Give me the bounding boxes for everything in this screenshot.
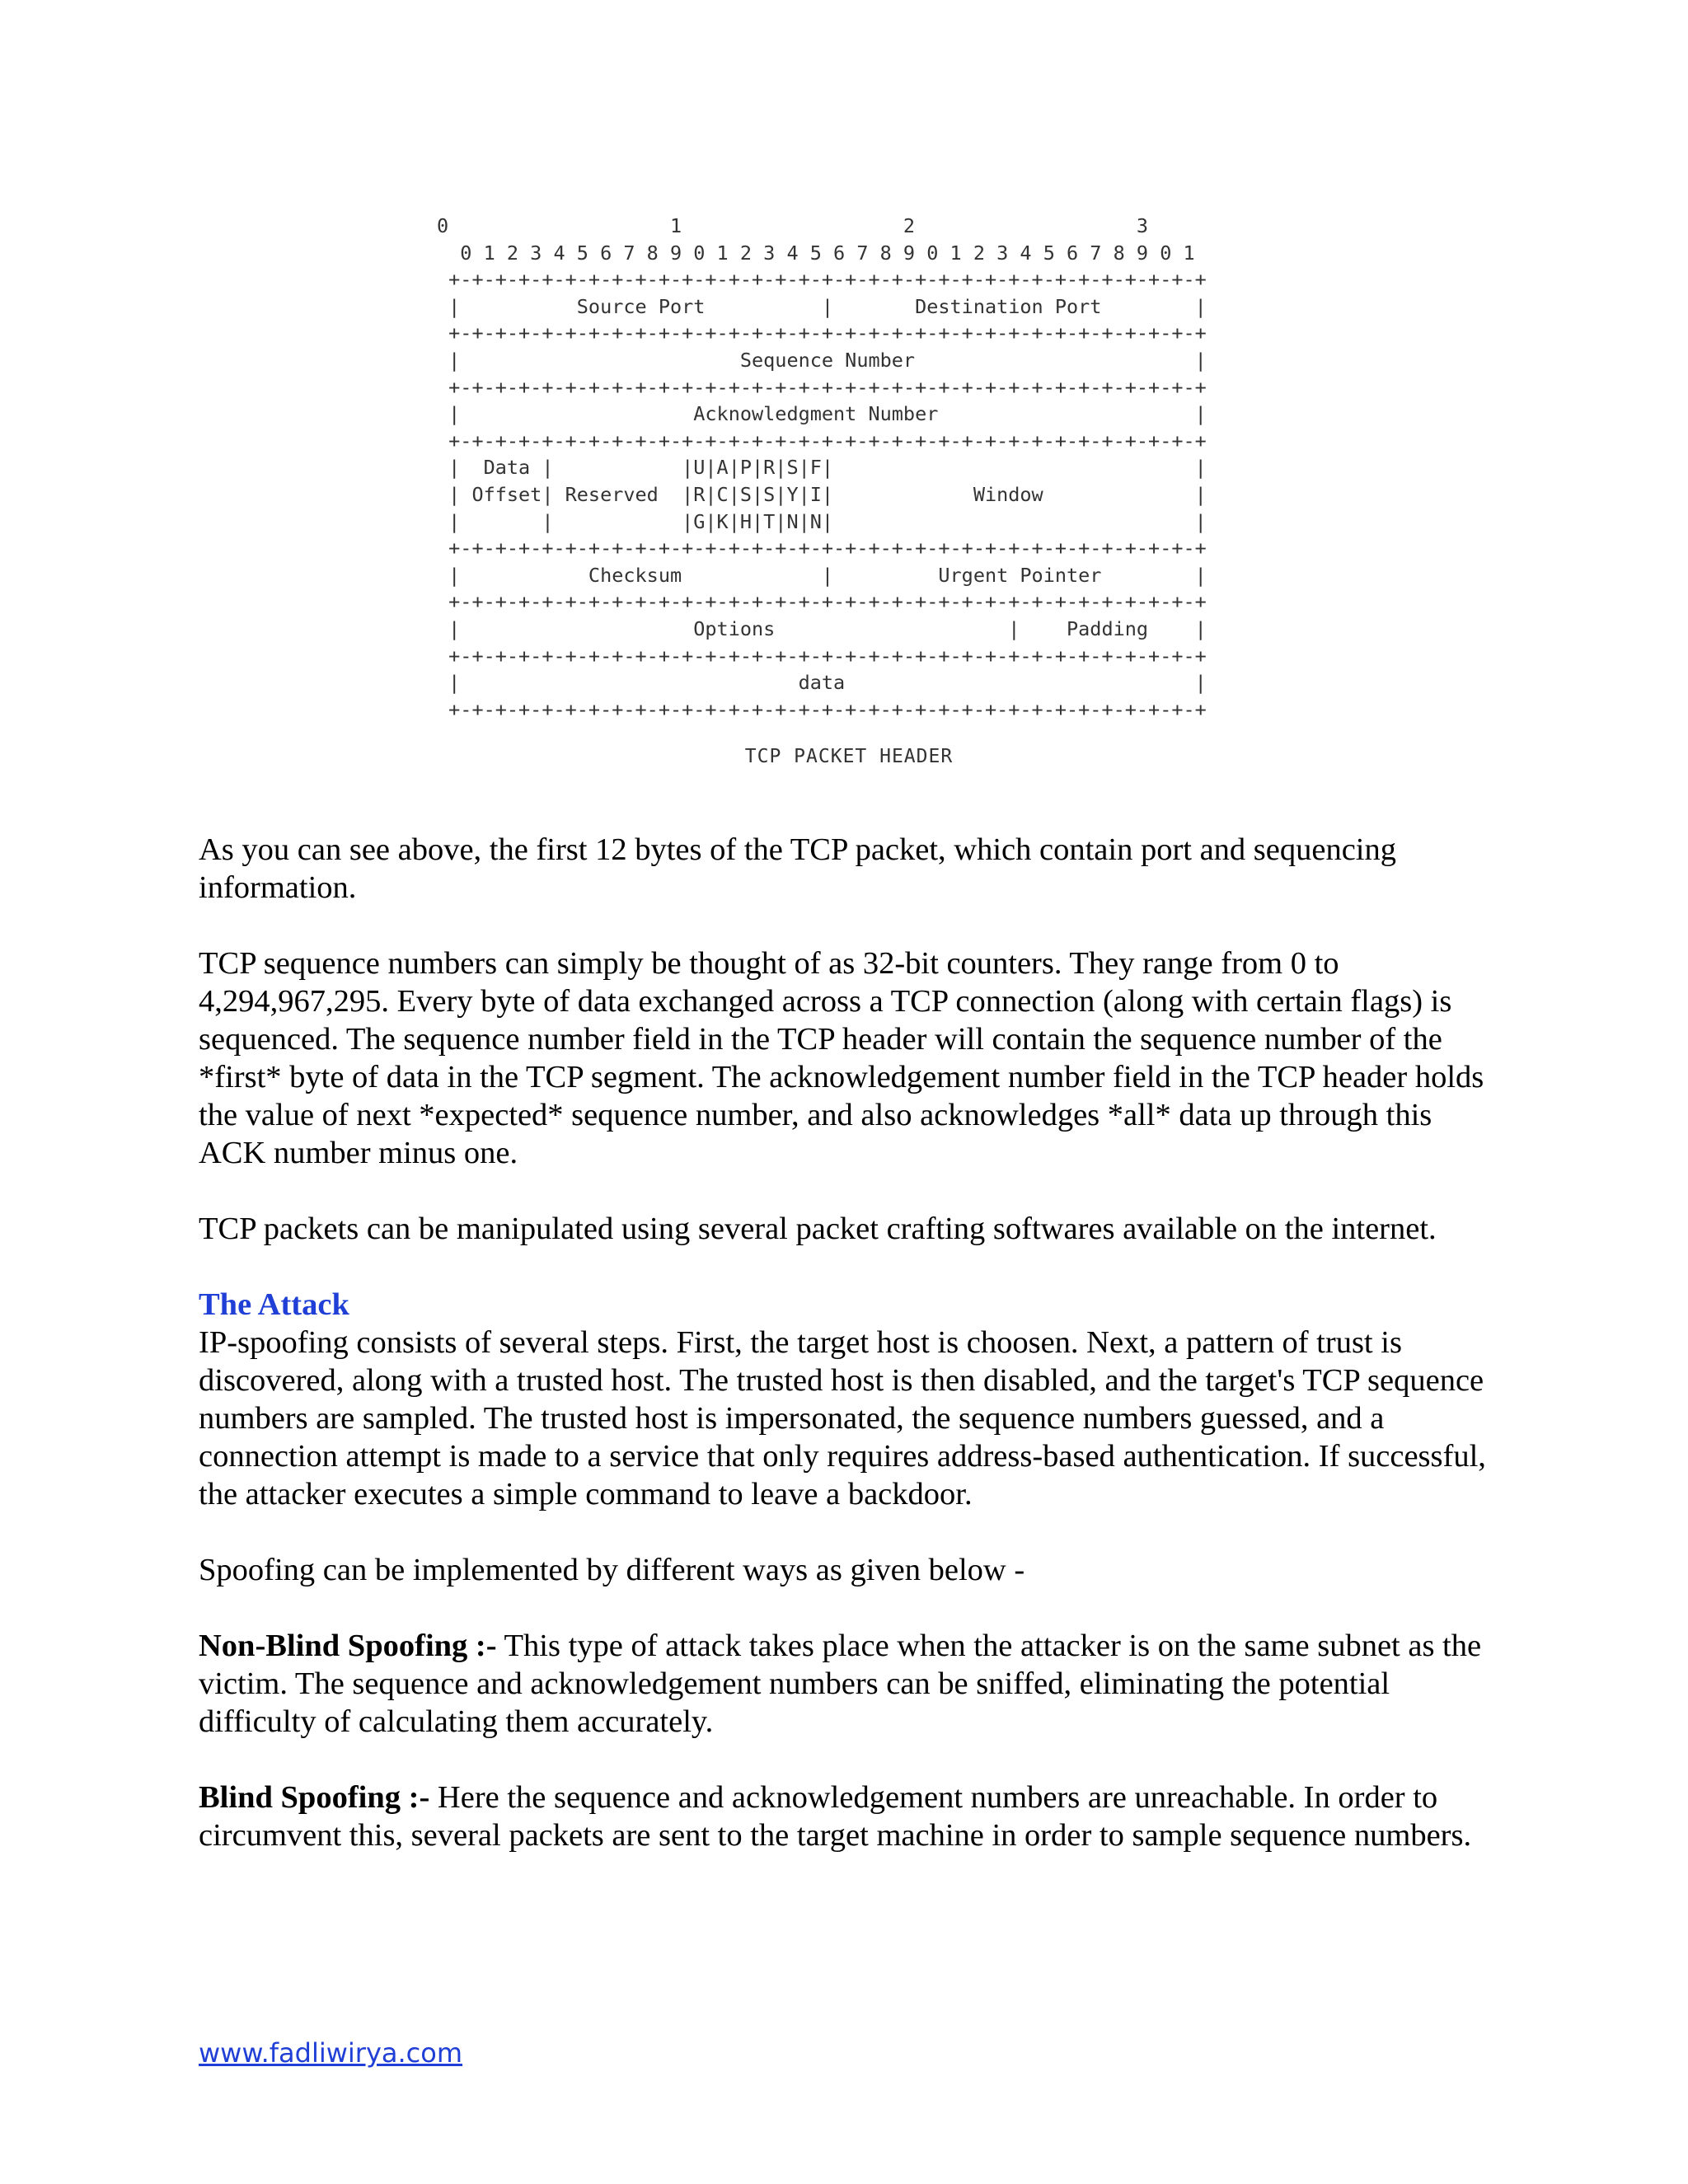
tcp-header-ascii: 0 1 2 3 0 1 2 3 4 5 6 7 8 9 0 1 2 3 4 5 6 7 8 9 0 1 2 3 4 5 6 7 8 9 0 1 +-+-+-+-+-+-+-+-+-+-+-+-+-+-+-+-+-+-+-+-+-+-+-+-+-+-+-+-+-+-+-+-+ | Source Port | Destination Port | +-+-+-+-+-+-+-+-+-+-+-+-+-+-+-+-+-+-+-+-+-+-+-+-+-+-+-+-+-+-+-+-+ | Sequence Number | +-+-+-+-+-+-+-+-+-+-+-+-+-+-+-+-+-+-+-+-+-+-+-+-+-+-+-+-+-+-+-+-+ | Acknowledgment Number | +-+-+-+-+-+-+-+-+-+-+-+-+-+-+-+-+-+-+-+-+-+-+-+-+-+-+-+-+-+-+-+-+ | Data | |U|A|P|R|S|F| | | Offset| Reserved |R|C|S|S|Y|I| Window | | | |G|K|H|T|N|N| | +-+-+-+-+-+-+-+-+-+-+-+-+-+-+-+-+-+-+-+-+-+-+-+-+-+-+-+-+-+-+-+-+ | Checksum | Urgent Pointer | +-+-+-+-+-+-+-+-+-+-+-+-+-+-+-+-+-+-+-+-+-+-+-+-+-+-+-+-+-+-+-+-+ | Options | Padding | +-+-+-+-+-+-+-+-+-+-+-+-+-+-+-+-+-+-+-+-+-+-+-+-+-+-+-+-+-+-+-+-+ | data | +-+-+-+-+-+-+-+-+-+-+-+-+-+-+-+-+-+-+-+-+-+-+-+-+-+-+-+-+-+-+-+-+ — [437, 214, 1207, 721]
tcp-header-diagram — [437, 213, 1261, 723]
paragraph-non-blind-spoofing — [199, 1627, 1501, 1741]
section-heading-attack: The Attack — [199, 1287, 349, 1322]
paragraph-blind-spoofing — [199, 1779, 1501, 1854]
non-blind-term: Non-Blind Spoofing :- — [199, 1629, 497, 1663]
paragraph-spoofing-ways: Spoofing can be implemented by different ways as given below - — [199, 1553, 1025, 1587]
non-blind-description: This type of attack takes place when the attacker is on the same subnet as the victim. The sequence and acknowledgement numbers can be sniffed, eliminating the potential difficulty of calculating them accurately. — [199, 1629, 1482, 1739]
footer-website-link[interactable]: www.fadliwirya.com — [199, 2037, 462, 2069]
article-body — [199, 831, 1501, 1854]
blind-description: Here the sequence and acknowledgement numbers are unreachable. In order to circumvent this, several packets are sent to the target machine in order to sample sequence numbers. — [199, 1780, 1472, 1853]
paragraph-packet-crafting: TCP packets can be manipulated using several packet crafting softwares available on the internet. — [199, 1212, 1437, 1246]
paragraph-intro: As you can see above, the first 12 bytes of the TCP packet, which contain port and sequencing information. — [199, 832, 1396, 905]
blind-term: Blind Spoofing :- — [199, 1780, 430, 1815]
paragraph-sequence-numbers: TCP sequence numbers can simply be thought of as 32-bit counters. They range from 0 to 4,294,967,295. Every byte of data exchanged across a TCP connection (along with certain flags) is sequenced. The sequence number field in the TCP header will contain the sequence number of the *first* byte of data in the TCP segment. The acknowledgement number field in the TCP header holds the value of next *expected* sequence number, and also acknowledges *all* data up through this ACK number minus one. — [199, 946, 1484, 1170]
paragraph-attack-steps: IP-spoofing consists of several steps. First, the target host is choosen. Next, a pattern of trust is discovered, along with a trusted host. The trusted host is then disabled, and the target's TCP sequence numbers are sampled. The trusted host is impersonated, the sequence numbers guessed, and a connection attempt is made to a service that only requires address-based authentication. If successful, the attacker executes a simple command to leave a backdoor. — [199, 1325, 1486, 1511]
diagram-caption: TCP PACKET HEADER — [744, 746, 954, 767]
